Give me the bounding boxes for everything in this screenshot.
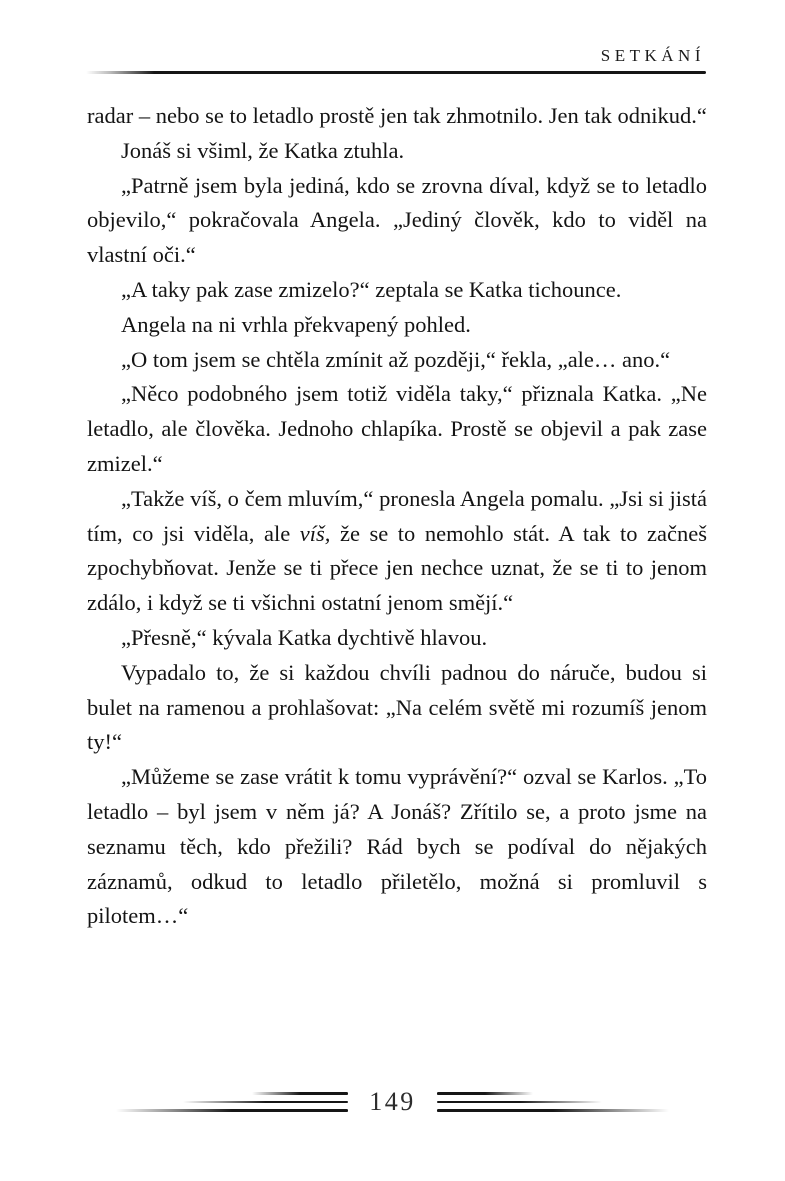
paragraph: „Něco podobného jsem totiž viděla taky,“ přiznala Katka. „Ne letadlo, ale člověka. Jednoho chlapíka. Prostě se objevil a pak zase zmizel.“	[87, 381, 707, 476]
paragraph: Angela na ni vrhla překvapený pohled.	[121, 311, 471, 337]
paragraph: „Můžeme se zase vrátit k tomu vyprávění?“ ozval se Karlos. „To letadlo – byl jsem v něm já? A Jonáš? Zřítilo se, a proto jsme na seznamu těch, kdo přežili? Rád bych se podíval do nějakých záznamů, odkud to letadlo přiletělo, možná si promluvil s pilotem…“	[87, 764, 707, 929]
footer-flourish-right-icon	[437, 1092, 669, 1112]
header-rule	[86, 71, 706, 74]
paragraph: Vypadalo to, že si každou chvíli padnou do náruče, budou si bulet na ramenou a prohlašovat: „Na celém světě mi rozumíš jenom ty!“	[87, 659, 707, 755]
footer-flourish-left-icon	[116, 1092, 348, 1112]
paragraph: „O tom jsem se chtěla zmínit až později,“ řekla, „ale… ano.“	[121, 346, 671, 372]
paragraph: „Přesně,“ kývala Katka dychtivě hlavou.	[121, 624, 488, 650]
page-number: 149	[369, 1087, 416, 1116]
running-head-title: SETKÁNÍ	[600, 46, 705, 65]
paragraph: „Patrně jsem byla jediná, kdo se zrovna díval, když se to letadlo objevilo,“ pokračovala Angela. „Jediný člověk, kdo to viděl na vlastní oči.“	[87, 172, 707, 268]
page-header	[86, 46, 706, 74]
text-block	[87, 99, 707, 934]
paragraph: Jonáš si všiml, že Katka ztuhla.	[121, 137, 405, 163]
paragraph: „A taky pak zase zmizelo?“ zeptala se Katka tichounce.	[121, 276, 622, 302]
paragraph: „Takže víš, o čem mluvím,“ pronesla Angela pomalu. „Jsi si jistá tím, co jsi viděla, ale víš, že se to nemohlo stát. A tak to začneš zpochybňovat. Jenže se ti přece jen nechce uznat, že se ti to jenom zdálo, i když se ti všichni ostatní jenom smějí.“	[87, 485, 707, 616]
page-footer	[0, 1089, 785, 1115]
paragraph: radar – nebo se to letadlo prostě jen tak zhmotnilo. Jen tak odnikud.“	[87, 103, 707, 128]
